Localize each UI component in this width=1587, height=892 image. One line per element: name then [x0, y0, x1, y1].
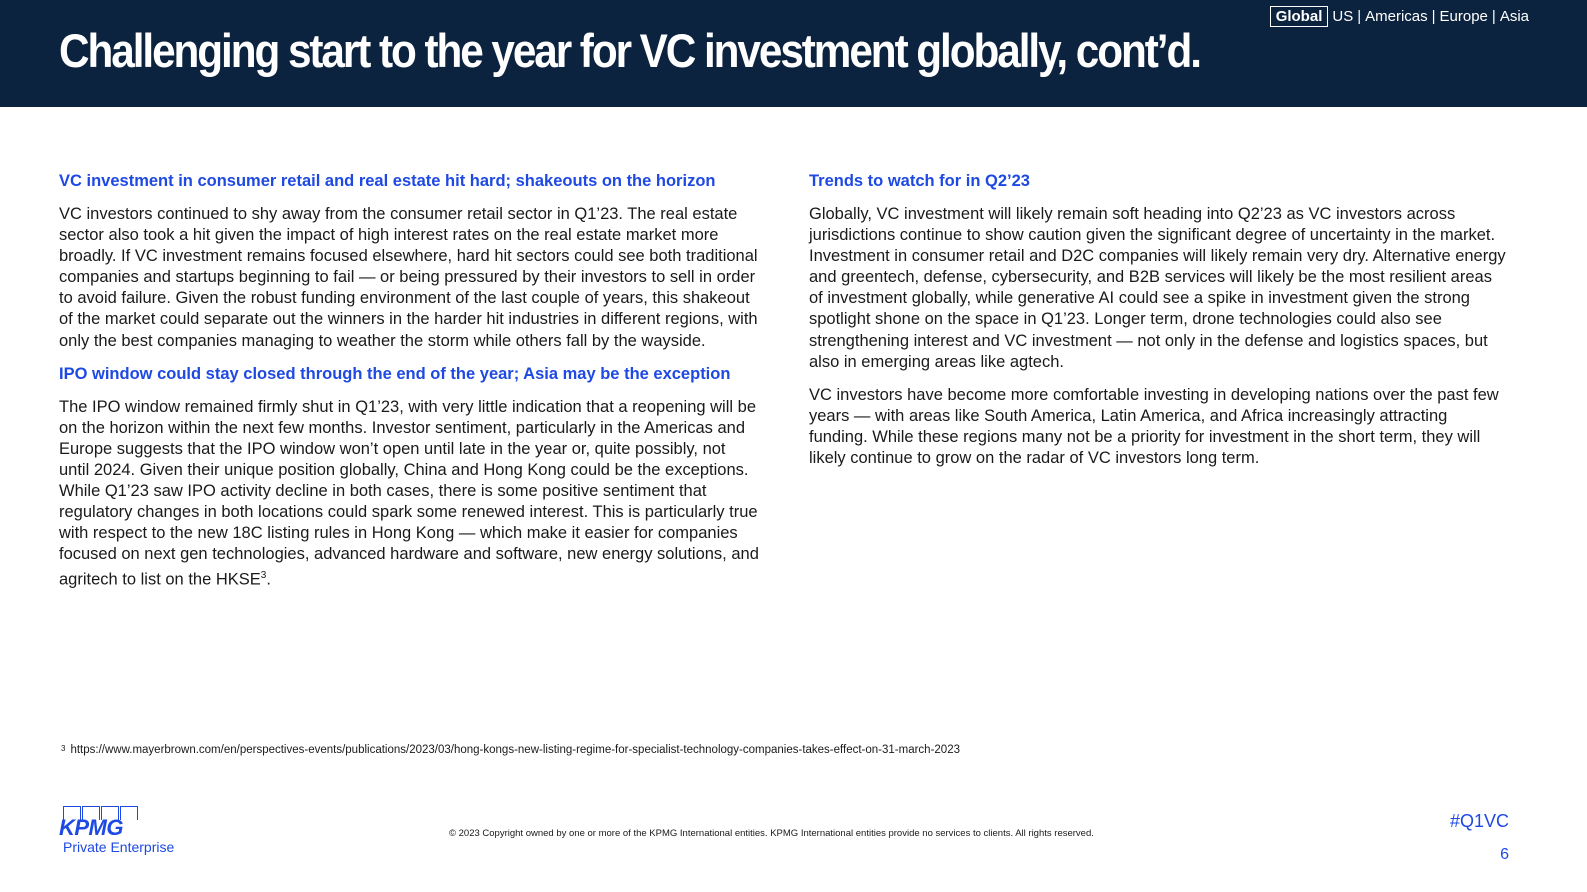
region-separator: |	[1357, 8, 1362, 25]
region-separator: |	[1491, 8, 1496, 25]
paragraph-ipo-window-text: The IPO window remained firmly shut in Q1’23, with very little indication that a reopening will be on the horizon within the next few months. Investor sentiment, particularly in the Americas and Europe suggests that the IPO window won’t open until late in the year or, quite possibly, not until 2024. Given their unique position globally, China and Hong Kong could be the exceptions. While Q1’23 saw IPO activity decline in both cases, there is some positive sentiment that regulatory changes in both locations could spark some renewed interest. This is particularly true with respect to the new 18C listing rules in Hong Kong — which make it easier for companies focused on next gen technologies, advanced hardware and software, new energy solutions, and agritech to list on the HKSE	[59, 397, 759, 589]
section-heading-retail-real-estate: VC investment in consumer retail and real estate hit hard; shakeouts on the horizon	[59, 172, 716, 190]
region-separator: |	[1431, 8, 1436, 25]
region-link-americas[interactable]: Americas	[1365, 8, 1428, 25]
footnote-marker[interactable]: 3	[260, 570, 267, 582]
logo-subtitle: Private Enterprise	[63, 839, 175, 855]
region-link-asia[interactable]: Asia	[1499, 8, 1529, 25]
page-title: Challenging start to the year for VC investment globally, cont’d.	[59, 24, 1200, 77]
right-column	[809, 171, 1509, 481]
hashtag: #Q1VC	[1449, 811, 1509, 831]
footnote	[61, 744, 960, 756]
left-column	[59, 171, 759, 603]
region-link-us[interactable]: US	[1332, 8, 1354, 25]
paragraph-ipo-window	[59, 397, 759, 591]
logo-wordmark: KPMG	[59, 815, 123, 840]
header-bar	[0, 0, 1587, 107]
page-number: 6	[1500, 846, 1509, 863]
paragraph-developing-nations: VC investors have become more comfortable investing in developing nations over the past few years — with areas like South America, Latin America, and Africa increasingly attracting funding. While these regions many not be a priority for investment in the short term, they will likely continue to grow on the radar of VC investors long term.	[809, 385, 1499, 468]
section-heading-trends-q2: Trends to watch for in Q2’23	[809, 172, 1030, 190]
section-heading-ipo-window: IPO window could stay closed through the end of the year; Asia may be the exception	[59, 364, 731, 383]
footnote-number: 3	[61, 744, 66, 753]
region-link-global[interactable]: Global	[1270, 6, 1329, 27]
copyright-notice: © 2023 Copyright owned by one or more of the KPMG International entities. KPMG International entities provide no services to clients. All rights reserved.	[449, 828, 1094, 839]
kpmg-logo-icon	[59, 806, 175, 862]
region-link-europe[interactable]: Europe	[1439, 8, 1488, 25]
footnote-link[interactable]: https://www.mayerbrown.com/en/perspectives-events/publications/2023/03/hong-kongs-new-listing-regime-for-specialist-technology-companies-takes-effect-on-31-march-2023	[70, 744, 960, 756]
paragraph-retail-real-estate: VC investors continued to shy away from the consumer retail sector in Q1’23. The real estate sector also took a hit given the impact of high interest rates on the real estate market more broadly. If VC investment remains focused elsewhere, hard hit sectors could see both traditional companies and startups beginning to fail — or being pressured by their investors to sell in order to avoid failure. Given the robust funding environment of the last couple of years, this shakeout of the market could separate out the winners in the harder hit industries in different regions, with only the best companies managing to weather the storm while others fall by the wayside.	[59, 205, 758, 350]
paragraph-trends-q2: Globally, VC investment will likely remain soft heading into Q2’23 as VC investors across jurisdictions continue to show caution given the significant degree of uncertainty in the market. Investment in consumer retail and D2C companies will likely remain very dry. Alternative energy and greentech, defense, cybersecurity, and B2B services will likely be the most resilient areas of investment globally, while generative AI could see a spike in investment given the strong spotlight shone on the space in Q1’23. Longer term, drone technologies could also see strengthening interest and VC investment — not only in the defense and logistics spaces, but also in emerging areas like agtech.	[809, 205, 1506, 371]
region-nav	[1270, 6, 1529, 27]
paragraph-ipo-window-end: .	[266, 570, 271, 589]
